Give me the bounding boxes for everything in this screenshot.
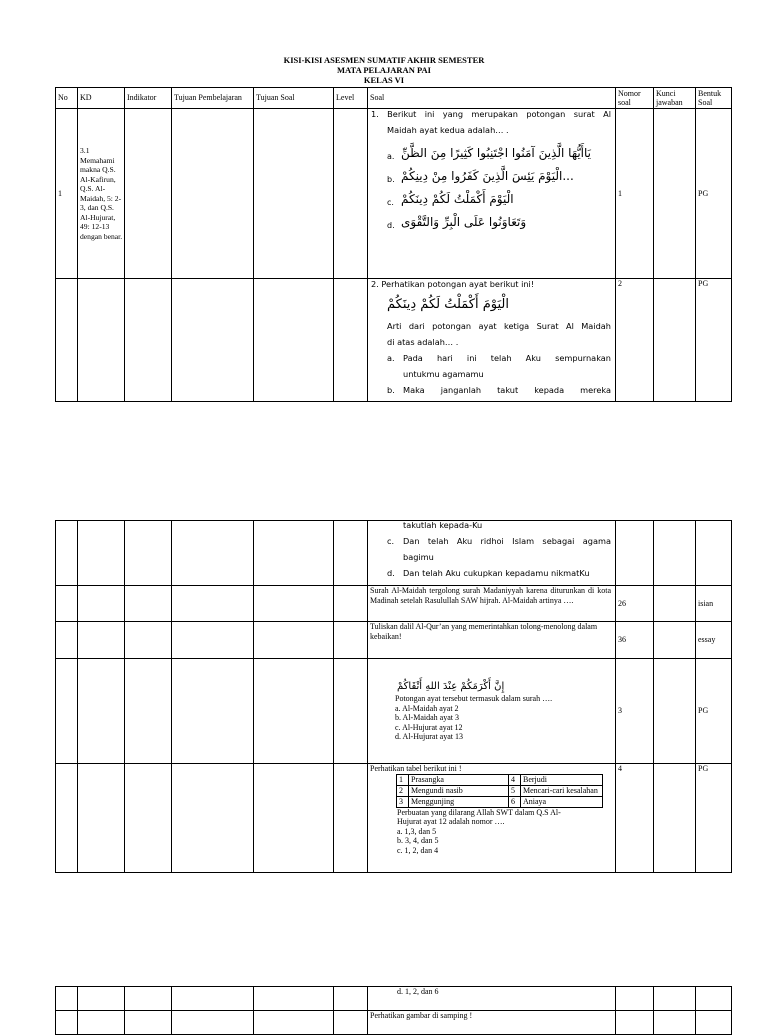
col-tujuan-pembelajaran: Tujuan Pembelajaran [172,88,254,109]
col-tujuan-soal: Tujuan Soal [254,88,334,109]
bentuk-soal: PG [696,279,732,402]
option-a-arabic: يَاأَيُّهَا الَّذِينَ آمَنُوا اجْتَنِبُوا كَثِيرًا مِنَ الظَّنِّ [401,146,592,160]
inner-table-row: 2 Mengundi nasib 5 Mencari-cari kesalahan [397,785,603,796]
question-text: Surah Al-Maidah tergolong surah Madaniyyah karena diturunkan di kota Madinah setelah Rasulullah SAW hijrah. Al-Maidah artinya …. [370,586,611,605]
bentuk-soal: isian [696,586,732,622]
col-indikator: Indikator [125,88,172,109]
option-c: c. Dan telah Aku ridhoi Islam sebagai agama [387,536,611,546]
option-d: d. Dan telah Aku cukupkan kepadamu nikmatKu [387,568,590,578]
question-2-text-2: di atas adalah… . [387,337,459,347]
option-b: b. Maka janganlah takut kepada mereka [387,385,611,395]
nomor-soal: 1 [616,109,654,279]
option-b: b. ...الْيَوْمَ يَئِسَ الَّذِينَ كَفَرُوا مِنْ دِينِكُمْ [387,169,574,184]
table-row [56,987,732,1011]
question-text: Potongan ayat tersebut termasuk dalam surah …. [395,694,553,704]
soal-cell [368,521,616,586]
kisi-kisi-table-part-3 [55,986,732,1035]
soal-cell [368,987,616,1011]
kd-cell [78,109,125,279]
title-line-2: MATA PELAJARAN PAI [337,65,431,75]
kd-text: 3.1 Memahami makna Q.S. Al-Kafirun, Q.S. Al-Maidah, 5: 2-3, dan Q.S. Al-Hujurat, 49: 12-13 dengan benar. [80,146,123,241]
inner-table [396,774,603,808]
indikator-cell [125,109,172,279]
option-c: c. الْيَوْمَ أَكْمَلْتُ لَكُمْ دِينَكُمْ [387,192,514,207]
nomor-soal: 36 [616,622,654,659]
question-text-2: Perbuatan yang dilarang Allah SWT dalam Q.S Al- [397,807,561,817]
question-1-line-1: 1. Berikut ini yang merupakan potongan surat Al [371,109,611,119]
soal-cell [368,1011,616,1035]
option-d-arabic: وَتَعَاوَنُوا عَلَى الْبِرِّ وَالتَّقْوَى [401,215,527,229]
inner-table-row: 3 Menggunjing 6 Aniaya [397,796,603,807]
tujuan-pembelajaran-cell [172,109,254,279]
option-d: d. 1, 2, dan 6 [397,987,439,996]
kisi-kisi-table-part-2 [55,520,732,873]
bentuk-soal: PG [696,764,732,873]
option-b: b. 3, 4, dan 5 [397,836,439,845]
table-row [56,764,732,873]
nomor-soal: 3 [616,659,654,764]
bentuk-soal: essay [696,622,732,659]
col-no: No [56,88,78,109]
col-soal: Soal [368,88,616,109]
table-row [56,109,732,279]
header-row [56,88,732,109]
question-2-line-1: 2. Perhatikan potongan ayat berikut ini! [371,279,535,289]
col-kunci-jawaban: Kunci jawaban [654,88,696,109]
table-row [56,521,732,586]
level-cell [334,109,368,279]
title-line-3: KELAS VI [363,75,405,85]
option-a: a. يَاأَيُّهَا الَّذِينَ آمَنُوا اجْتَنِبُوا كَثِيرًا مِنَ الظَّنِّ [387,146,592,161]
option-c: c. 1, 2, dan 4 [397,845,439,855]
question-arabic: إِنَّ أَكْرَمَكُمْ عِنْدَ اللهِ أَتْقَاكُمْ [397,681,505,693]
option-a: a. 1,3, dan 5 [397,826,437,836]
bentuk-soal: PG [696,109,732,279]
table-row [56,1011,732,1035]
option-b-arabic: ...الْيَوْمَ يَئِسَ الَّذِينَ كَفَرُوا مِنْ دِينِكُمْ [401,169,574,183]
option-b-cont: takutlah kepada-Ku [403,520,483,530]
question-2-arabic: الْيَوْمَ أَكْمَلْتُ لَكُمْ دِينَكُمْ [387,297,509,312]
option-d: d. وَتَعَاوَنُوا عَلَى الْبِرِّ وَالتَّقْوَى [387,215,527,230]
soal-cell [368,586,616,622]
soal-cell [368,109,616,279]
question-text: Perhatikan gambar di samping ! [370,1011,473,1020]
option-a: a. Al-Maidah ayat 2 [395,703,459,713]
nomor-soal: 2 [616,279,654,402]
option-a-cont: untukmu agamamu [403,369,484,379]
option-c: c. Al-Hujurat ayat 12 [395,722,463,732]
question-text-3: Hujurat ayat 12 adalah nomor …. [397,817,505,826]
tujuan-soal-cell [254,109,334,279]
question-text: Tuliskan dalil Al-Qur’an yang memerintahkan tolong-menolong dalam kebaikan! [370,622,598,641]
kunci-jawaban [654,109,696,279]
col-level: Level [334,88,368,109]
title-line-1: KISI-KISI ASESMEN SUMATIF AKHIR SEMESTER [283,55,485,65]
inner-table-row: 1 Prasangka 4 Berjudi [397,774,603,785]
question-1-line-2: Maidah ayat kedua adalah… . [387,125,509,135]
col-nomor-soal: Nomor soal [616,88,654,109]
nomor-soal: 4 [616,764,654,873]
table-row [56,622,732,659]
row-no: 1 [56,109,78,279]
question-2-text-1: Arti dari potongan ayat ketiga Surat Al Maidah [387,321,611,331]
soal-cell [368,659,616,764]
soal-cell [368,622,616,659]
nomor-soal: 26 [616,586,654,622]
table-row [56,279,732,402]
soal-cell [368,764,616,873]
question-text: Perhatikan tabel berikut ini ! [370,764,462,773]
kisi-kisi-table-part-1 [55,87,732,402]
option-d: d. Al-Hujurat ayat 13 [395,732,463,742]
option-c-arabic: الْيَوْمَ أَكْمَلْتُ لَكُمْ دِينَكُمْ [401,192,514,206]
col-bentuk-soal: Bentuk Soal [696,88,732,109]
table-row [56,586,732,622]
bentuk-soal: PG [696,659,732,764]
option-c-cont: bagimu [403,552,434,562]
table-row [56,659,732,764]
soal-cell [368,279,616,402]
option-a: a. Pada hari ini telah Aku sempurnakan [387,353,611,363]
option-b: b. Al-Maidah ayat 3 [395,713,459,723]
col-kd: KD [78,88,125,109]
